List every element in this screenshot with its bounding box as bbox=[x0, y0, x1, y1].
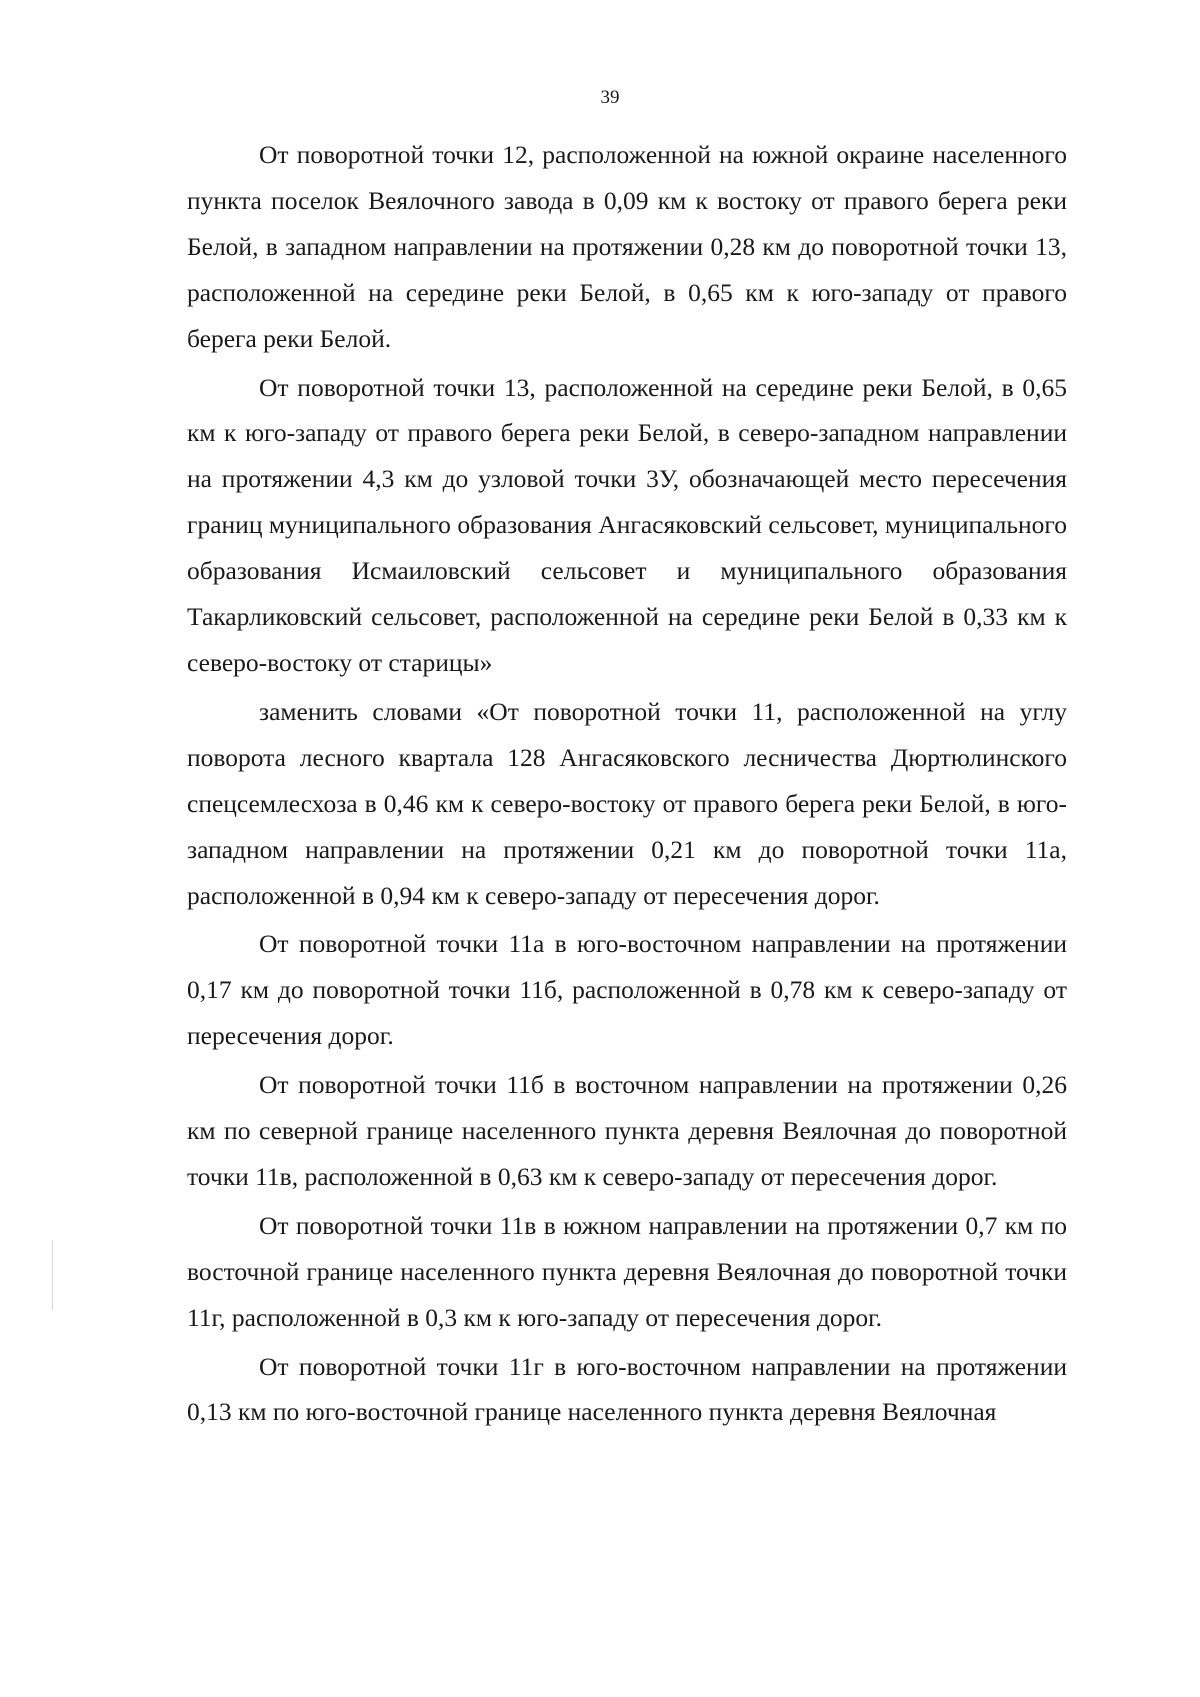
scan-artifact-line bbox=[52, 1240, 53, 1310]
paragraph-turning-point-12: От поворотной точки 12, расположенной на южной окраине населенного пункта поселок Веялочного завода в 0,09 км к востоку от правого берега реки Белой, в западном направлении на протяжении 0,28 км до поворотной точки 13, расположенной на середине реки Белой, в 0,65 км к юго-западу от правого берега реки Белой. bbox=[187, 140, 1067, 353]
paragraph-turning-point-11g: От поворотной точки 11г в юго-восточном направлении на протяжении 0,13 км по юго-восточной границе населенного пункта деревня Веялочная bbox=[187, 1351, 1067, 1427]
paragraph-replace-with-point-11: заменить словами «От поворотной точки 11, расположенной на углу поворота лесного квартала 128 Ангасяковского лесничества Дюртюлинского спецсемлесхоза в 0,46 км к северо-востоку от правого берега реки Белой, в юго-западном направлении на протяжении 0,21 км до поворотной точки 11а, расположенной в 0,94 км к северо-западу от пересечения дорог. bbox=[187, 696, 1067, 910]
page-number: 39 bbox=[600, 87, 620, 108]
paragraph-turning-point-11v: От поворотной точки 11в в южном направлении на протяжении 0,7 км по восточной границе населенного пункта деревня Веялочная до поворотной точки 11г, расположенной в 0,3 км к юго-западу от пересечения дорог. bbox=[187, 1210, 1067, 1332]
document-body bbox=[187, 132, 1067, 1438]
paragraph-turning-point-11a: От поворотной точки 11а в юго-восточном направлении на протяжении 0,17 км до поворотной точки 11б, расположенной в 0,78 км к северо-западу от пересечения дорог. bbox=[187, 929, 1067, 1051]
paragraph-turning-point-13: От поворотной точки 13, расположенной на середине реки Белой, в 0,65 км к юго-западу от правого берега реки Белой, в северо-западном направлении на протяжении 4,3 км до узловой точки 3У, обозначающей место пересечения границ муниципального образования Ангасяковский сельсовет, муниципального образования Исмаиловский сельсовет и муниципального образования Такарликовский сельсовет, расположенной на середине реки Белой в 0,33 км к северо-востоку от старицы» bbox=[187, 372, 1067, 677]
paragraph-turning-point-11b: От поворотной точки 11б в восточном направлении на протяжении 0,26 км по северной границе населенного пункта деревня Веялочная до поворотной точки 11в, расположенной в 0,63 км к северо-западу от пересечения дорог. bbox=[187, 1070, 1067, 1191]
